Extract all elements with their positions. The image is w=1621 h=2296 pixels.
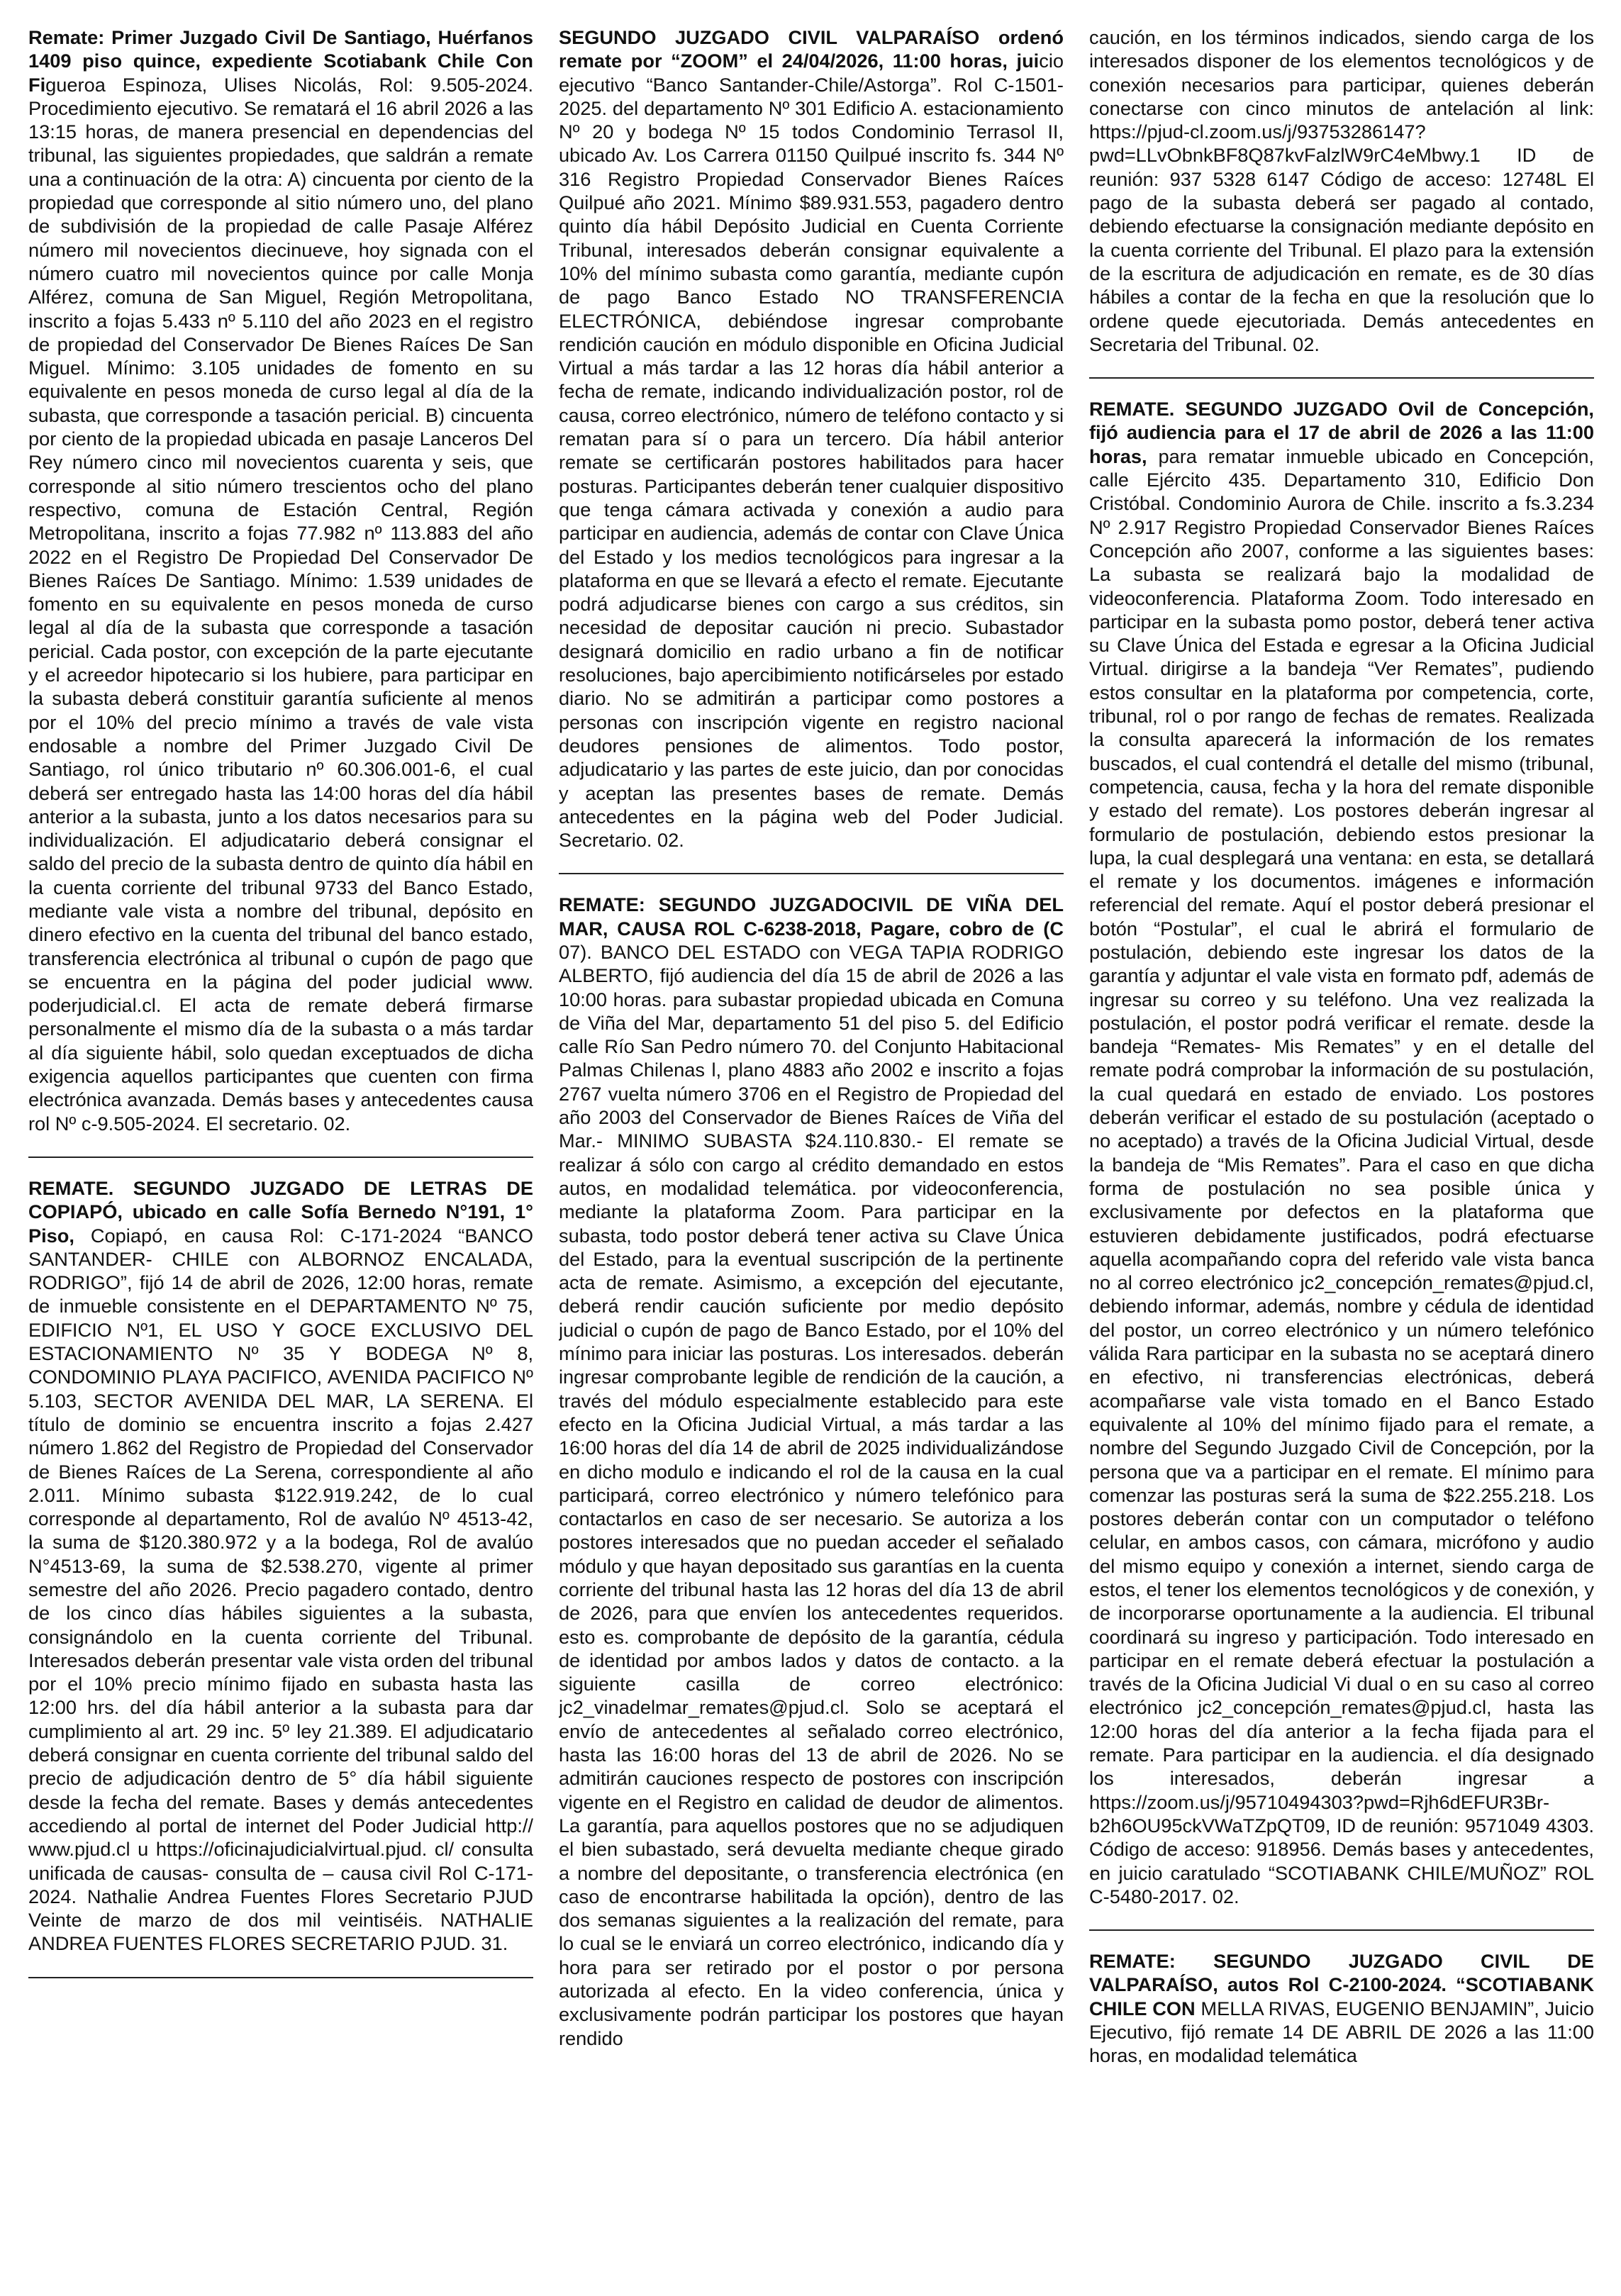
notice-text bbox=[559, 893, 1064, 2050]
legal-notice bbox=[1089, 26, 1594, 356]
column-3 bbox=[1089, 26, 1594, 2280]
notice-heading: REMATE. SEGUNDO JUZGADO Ovil de Concepción, fijó audiencia para el 17 de abril de 2026 a las 11:00 horas, bbox=[1089, 398, 1594, 467]
legal-notice bbox=[1089, 397, 1594, 1908]
notice-divider bbox=[1089, 1929, 1594, 1931]
notice-body: 07). BANCO DEL ESTADO con VEGA TAPIA RODRIGO ALBERTO, fijó audiencia del día 15 de abril de 2026 a las 10:00 horas. para subastar propiedad ubicada en Comuna de Viña del Mar, departamento 51 del piso 5. del Edificio calle Río San Pedro número 70. del Conjunto Habitacional Palmas Chilenas l, plano 4883 año 2002 e inscrito a fojas 2767 vuelta número 3706 en el Registro de Propiedad del año 2003 del Conservador de Bienes Raíces de Viña del Mar.- MINIMO SUBASTA $24.110.830.- El remate se realizar á sólo con cargo al crédito demandado en estos autos, en modalidad telemática. por videoconferencia, mediante la plataforma Zoom. Para participar en la subasta, todo postor deberá tener activa su Clave Única del Estado, para la eventual suscripción de la pertinente acta de remate. Asimismo, a excepción del ejecutante, deberá rendir caución suficiente por medio depósito judicial o cupón de pago de Banco Estado, por el 10% del mínimo para iniciar las posturas. Los interesados. deberán ingresar comprobante legible de rendición de la caución, a través del módulo especialmente establecido para este efecto en la Oficina Judicial Virtual, a más tardar a las 16:00 horas del día 14 de abril de 2025 individualizándose en dicho modulo e indicando el rol de la causa en la cual participará, correo electrónico y número telefónico para contactarlos en caso de ser necesario. Se autoriza a los postores interesados que no puedan acceder el señalado módulo y que hayan depositado sus garantías en la cuenta corriente del tribunal hasta las 12 horas del día 13 de abril de 2026, para que envíen los antecedentes requeridos. esto es. comprobante de depósito de la garantía, cédula de identidad por ambos lados y datos de contacto. a la siguiente casilla de correo electrónico: jc2_vinadelmar_remates@pjud.cl. Solo se aceptará el envío de antecedentes al señalado correo electrónico, hasta las 16:00 horas del 13 de abril de 2026. No se admitirán cauciones respecto de postores con inscripción vigente en el Registro en calidad de deudor de alimentos. La garantía, para aquellos postores que no se adjudiquen el bien subastado, será devuelta mediante cheque girado a nombre del depositante, o transferencia electrónica (en caso de encontrarse habilitada la opción), dentro de las dos semanas siguientes a la realización del remate, para lo cual se le enviará un correo electrónico, indicando día y hora para ser retirado por el postor o por persona autorizada al efecto. En la video conferencia, única y exclusivamente podrán participar los postores que hayan rendido bbox=[559, 940, 1064, 2049]
notice-body: caución, en los términos indicados, siendo carga de los interesados disponer de los elementos tecnológicos y de conexión necesarios para participar, quienes deberán conectarse con cinco minutos de antelación al link: https://pjud-cl.zoom.us/j/93753286147?pwd=LLvObnkBF8Q87kvFalzlW9rC4eMbwy.1 ID de reunión: 937 5328 6147 Código de acceso: 12748L El pago de la subasta deberá ser pagado al contado, debiendo efectuarse la consignación mediante depósito en la cuenta corriente del Tribunal. El plazo para la extensión de la escritura de adjudicación en remate, es de 30 días hábiles a contar de la fecha en que la resolución que lo ordene quede ejecutoriada. Demás antecedentes en Secretaria del Tribunal. 02. bbox=[1089, 26, 1594, 355]
notice-body: cio ejecutivo “Banco Santander-Chile/Astorga”. Rol C-1501-2025. del departamento Nº 301 Edificio A. estacionamiento Nº 20 y bodega Nº 15 todos Condominio Terrasol II, ubicado Av. Los Carrera 01150 Quilpué inscrito fs. 344 Nº 316 Registro Propiedad Conservador Bienes Raíces Quilpué año 2021. Mínimo $89.931.553, pagadero dentro quinto día hábil Depósito Judicial en Cuenta Corriente Tribunal, interesados deberán consignar equivalente a 10% del mínimo subasta como garantía, mediante cupón de pago Banco Estado NO TRANSFERENCIA ELECTRÓNICA, debiéndose ingresar comprobante rendición caución en módulo disponible en Oficina Judicial Virtual a más tardar a las 12 horas día hábil anterior a fecha de remate, indicando individualización postor, rol de causa, correo electrónico, número de teléfono contacto y si rematan para sí o para un tercero. Día hábil anterior remate se certificarán postores habilitados para hacer posturas. Participantes deberán tener cualquier dispositivo que tenga cámara activada y conexión a audio para participar en audiencia, además de contar con Clave Única del Estado y los medios tecnológicos para ingresar a la plataforma en que se llevará a efecto el remate. Ejecutante podrá adjudicarse bienes con cargo a sus créditos, sin necesidad de depositar caución ni precio. Subastador designará domicilio en radio urbano a fin de notificar resoluciones, bajo apercibimiento notificárseles por estado diario. No se admitirán a participar como postores a personas con inscripción vigente en registro nacional deudores pensiones de alimentos. Todo postor, adjudicatario y las partes de este juicio, dan por conocidas y aceptan las presentes bases de remate. Demás antecedentes en la página web del Poder Judicial. Secretario. 02. bbox=[559, 50, 1064, 852]
notice-text bbox=[1089, 1949, 1594, 2067]
notice-text bbox=[559, 26, 1064, 852]
notice-text bbox=[1089, 26, 1594, 356]
newspaper-page bbox=[28, 26, 1595, 2280]
legal-notice bbox=[559, 26, 1064, 852]
notice-text bbox=[1089, 397, 1594, 1908]
notice-divider bbox=[28, 1977, 533, 1978]
notice-body: gueroa Espinoza, Ulises Nicolás, Rol: 9.505-2024. Procedimiento ejecutivo. Se rematará el 16 abril 2026 a las 13:15 horas, de manera presencial en dependencias del tribunal, las siguientes propiedades, que saldrán a remate una a continuación de la otra: A) cincuenta por ciento de la propiedad que corresponde al sitio número uno, del plano de subdivisión de la propiedad de calle Pasaje Alférez número mil novecientos diecinueve, hoy signada con el número cuatro mil novecientos quince por calle Monja Alférez, comuna de San Miguel, Región Metropolitana, inscrito a fojas 5.433 nº 5.110 del año 2023 en el registro de propiedad del Conservador De Bienes Raíces De San Miguel. Mínimo: 3.105 unidades de fomento en su equivalente en pesos moneda de curso legal al día de la subasta, que corresponde a tasación pericial. B) cincuenta por ciento de la propiedad ubicada en pasaje Lanceros Del Rey número cinco mil novecientos cuarenta y seis, que corresponde al sitio número trescientos ocho del plano respectivo, comuna de Estación Central, Región Metropolitana, inscrito a fojas 77.982 nº 113.883 del año 2022 en el Registro De Propiedad Del Conservador De Bienes Raíces De Santiago. Mínimo: 1.539 unidades de fomento en su equivalente en pesos moneda de curso legal al día de la subasta que corresponde a tasación pericial. Cada postor, con excepción de la parte ejecutante y el acreedor hipotecario si los hubiere, para participar en la subasta deberá constituir garantía suficiente al menos por el 10% del precio mínimo a través de vale vista endosable a nombre del Primer Juzgado Civil De Santiago, rol único tributario nº 60.306.001-6, el cual deberá ser entregado hasta las 14:00 horas del día hábil anterior a la subasta, junto a los datos necesarios para su individualización. El adjudicatario deberá consignar el saldo del precio de la subasta dentro de quinto día hábil en la cuenta corriente del tribunal 9733 del Banco Estado, mediante vale vista a nombre del tribunal, depósito en dinero efectivo en la cuenta del tribunal del banco estado, transferencia electrónica al tribunal o cupón de pago que se encuentra en la página del poder judicial www. poderjudicial.cl. El acta de remate deberá firmarse personalmente el mismo día de la subasta o a más tardar al día siguiente hábil, solo quedan exceptuados de dicha exigencia aquellos participantes que cuenten con firma electrónica avanzada. Demás bases y antecedentes causa rol Nº c-9.505-2024. El secretario. 02. bbox=[28, 73, 533, 1135]
column-1 bbox=[28, 26, 533, 2280]
legal-notice bbox=[1089, 1949, 1594, 2067]
notice-heading: Remate: Primer Juzgado Civil De Santiago, Huérfanos 1409 piso quince, expediente Scotiabank Chile Con Fi bbox=[28, 26, 533, 96]
legal-notice bbox=[28, 1176, 533, 1956]
notice-body: MELLA RIVAS, EUGENIO BENJAMIN”, Juicio Ejecutivo, fijó remate 14 DE ABRIL DE 2026 a las 11:00 horas, en modalidad telemática bbox=[1089, 1997, 1594, 2067]
notice-heading: REMATE. SEGUNDO JUZGADO DE LETRAS DE COPIAPÓ, ubicado en calle Sofía Bernedo N°191, 1° Piso, bbox=[28, 1176, 533, 1247]
notice-text bbox=[28, 26, 533, 1135]
notice-body: Copiapó, en causa Rol: C-171-2024 “BANCO SANTANDER- CHILE con ALBORNOZ ENCALADA, RODRIGO”, fijó 14 de abril de 2026, 12:00 horas, remate de inmueble consistente en el DEPARTAMENTO Nº 75, EDIFICIO Nº1, EL USO Y GOCE EXCLUSIVO DEL ESTACIONAMIENTO Nº 35 Y BODEGA Nº 8, CONDOMINIO PLAYA PACIFICO, AVENIDA PACIFICO Nº 5.103, SECTOR AVENIDA DEL MAR, LA SERENA. El título de dominio se encuentra inscrito a fojas 2.427 número 1.862 del Registro de Propiedad del Conservador de Bienes Raíces de La Serena, correspondiente al año 2.011. Mínimo subasta $122.919.242, de lo cual corresponde al departamento, Rol de avalúo Nº 4513-42, la suma de $120.380.972 y a la bodega, Rol de avalúo N°4513-69, la suma de $2.538.270, vigente al primer semestre del año 2026. Precio pagadero contado, dentro de los cinco días hábiles siguientes a la subasta, consignándolo en la cuenta corriente del Tribunal. Interesados deberán presentar vale vista orden del tribunal por el 10% precio mínimo fijado en subasta hasta las 12:00 hrs. del día hábil anterior a la subasta para dar cumplimiento al art. 29 inc. 5º ley 21.389. El adjudicatario deberá consignar en cuenta corriente del tribunal saldo del precio de adjudicación dentro de 5° día hábil siguiente desde la fecha del remate. Bases y demás antecedentes accediendo al portal de internet del Poder Judicial http:// www.pjud.cl u https://oficinajudicialvirtual.pjud. cl/ consulta unificada de causas- consulta de – causa civil Rol C-171-2024. Nathalie Andrea Fuentes Flores Secretario PJUD Veinte de marzo de dos mil veintiséis. NATHALIE ANDREA FUENTES FLORES SECRETARIO PJUD. 31. bbox=[28, 1224, 533, 1955]
notice-body: para rematar inmueble ubicado en Concepción, calle Ejército 435. Departamento 310, Edificio Don Cristóbal. Condominio Aurora de Chile. inscrito a fs.3.234 Nº 2.917 Registro Propiedad Conservador Bienes Raíces Concepción año 2007, conforme a las siguientes bases: La subasta se realizará bajo la modalidad de videoconferencia. Plataforma Zoom. Todo interesado en participar en la subasta pomo postor, deberá tener activa su Clave Única del Estada e egresar a la Oficina Judicial Virtual. dirigirse a la bandeja “Ver Remates”, pudiendo estos consultar en la plataforma por competencia, corte, tribunal, rol o por rango de fechas de remates. Realizada la consulta aparecerá la información de los remates buscados, el cual contendrá el detalle del mismo (tribunal, competencia, causa, fecha y la hora del remate disponible y estado del remate). Los postores deberán ingresar al formulario de postulación, debiendo estos presionar la lupa, la cual desplegará una ventana: en esta, se detallará el remate y los documentos. imágenes e información referencial del remate. Aquí el postor deberá presionar el botón “Postular”, el cual le abrirá el formulario de postulación, debiendo este ingresar los datos de la garantía y adjuntar el vale vista en formato pdf, además de ingresar su correo y su teléfono. Una vez realizada la postulación, el postor podrá verificar el remate. desde la bandeja “Remates- Mis Remates” y en el detalle del remate podrá comprobar la información de su postulación, la cual quedará en estado de enviado. Los postores deberán verificar el estado de su postulación (aceptado o no aceptado) a través de la Oficina Judicial Virtual, desde la bandeja de “Mis Remates”. Para el caso en que dicha forma de postulación no sea posible única y exclusivamente por defectos en la plataforma que estuvieren debidamente justificados, podrá efectuarse aquella acompañando copra del referido vale vista banca no al correo electrónico jc2_concepción_remates@pjud.cl, debiendo informar, además, nombre y cédula de identidad del postor, un correo electrónico y un número telefónico válida Rara participar en la subasta no se aceptará dinero en efectivo, ni transferencias electrónicas, deberá acompañarse vale vista tomado en el Banco Estado equivalente al 10% del mínimo fijado para el remate, a nombre del Segundo Juzgado Civil de Concepción, por la persona que va a participar en el remate. El mínimo para comenzar las posturas será la suma de $22.255.218. Los postores deberán contar con un computador o teléfono celular, en ambos casos, con cámara, micrófono y audio del mismo equipo y conexión a internet, siendo carga de estos, el tener los elementos tecnológicos y de conexión, y de incorporarse oportunamente a la audiencia. El tribunal coordinará su ingreso y participación. Todo interesado en participar en el remate deberá efectuar la postulación a través de la Oficina Judicial Vi dual o en su caso al correo electrónico jc2_concepción_remates@pjud.cl, hasta las 12:00 horas del día anterior a la fecha fijada para el remate. Para participar en la audiencia. el día designado los interesados, deberán ingresar a https://zoom.us/j/95710494303?pwd=Rjh6dEFUR3Br-b2h6OU95ckVWaTZpQT09, ID de reunión: 9571049 4303. Código de acceso: 918956. Demás bases y antecedentes, en juicio caratulado “SCOTIABANK CHILE/MUÑOZ” ROL C-5480-2017. 02. bbox=[1089, 445, 1594, 1907]
notice-divider bbox=[1089, 377, 1594, 379]
notice-heading: REMATE: SEGUNDO JUZGADO CIVIL DE VALPARAÍSO, autos Rol C-2100-2024. “SCOTIABANK CHILE CON bbox=[1089, 1950, 1594, 2019]
notice-heading: REMATE: SEGUNDO JUZGADOCIVIL DE VIÑA DEL MAR, CAUSA ROL C-6238-2018, Pagare, cobro de (C bbox=[559, 893, 1064, 940]
notice-text bbox=[28, 1176, 533, 1956]
column-2 bbox=[559, 26, 1064, 2280]
notice-divider bbox=[559, 873, 1064, 874]
legal-notice bbox=[28, 26, 533, 1135]
notice-divider bbox=[28, 1157, 533, 1158]
legal-notice bbox=[559, 893, 1064, 2050]
notice-heading: SEGUNDO JUZGADO CIVIL VALPARAÍSO ordenó remate por “ZOOM” el 24/04/2026, 11:00 horas, jui bbox=[559, 26, 1064, 72]
